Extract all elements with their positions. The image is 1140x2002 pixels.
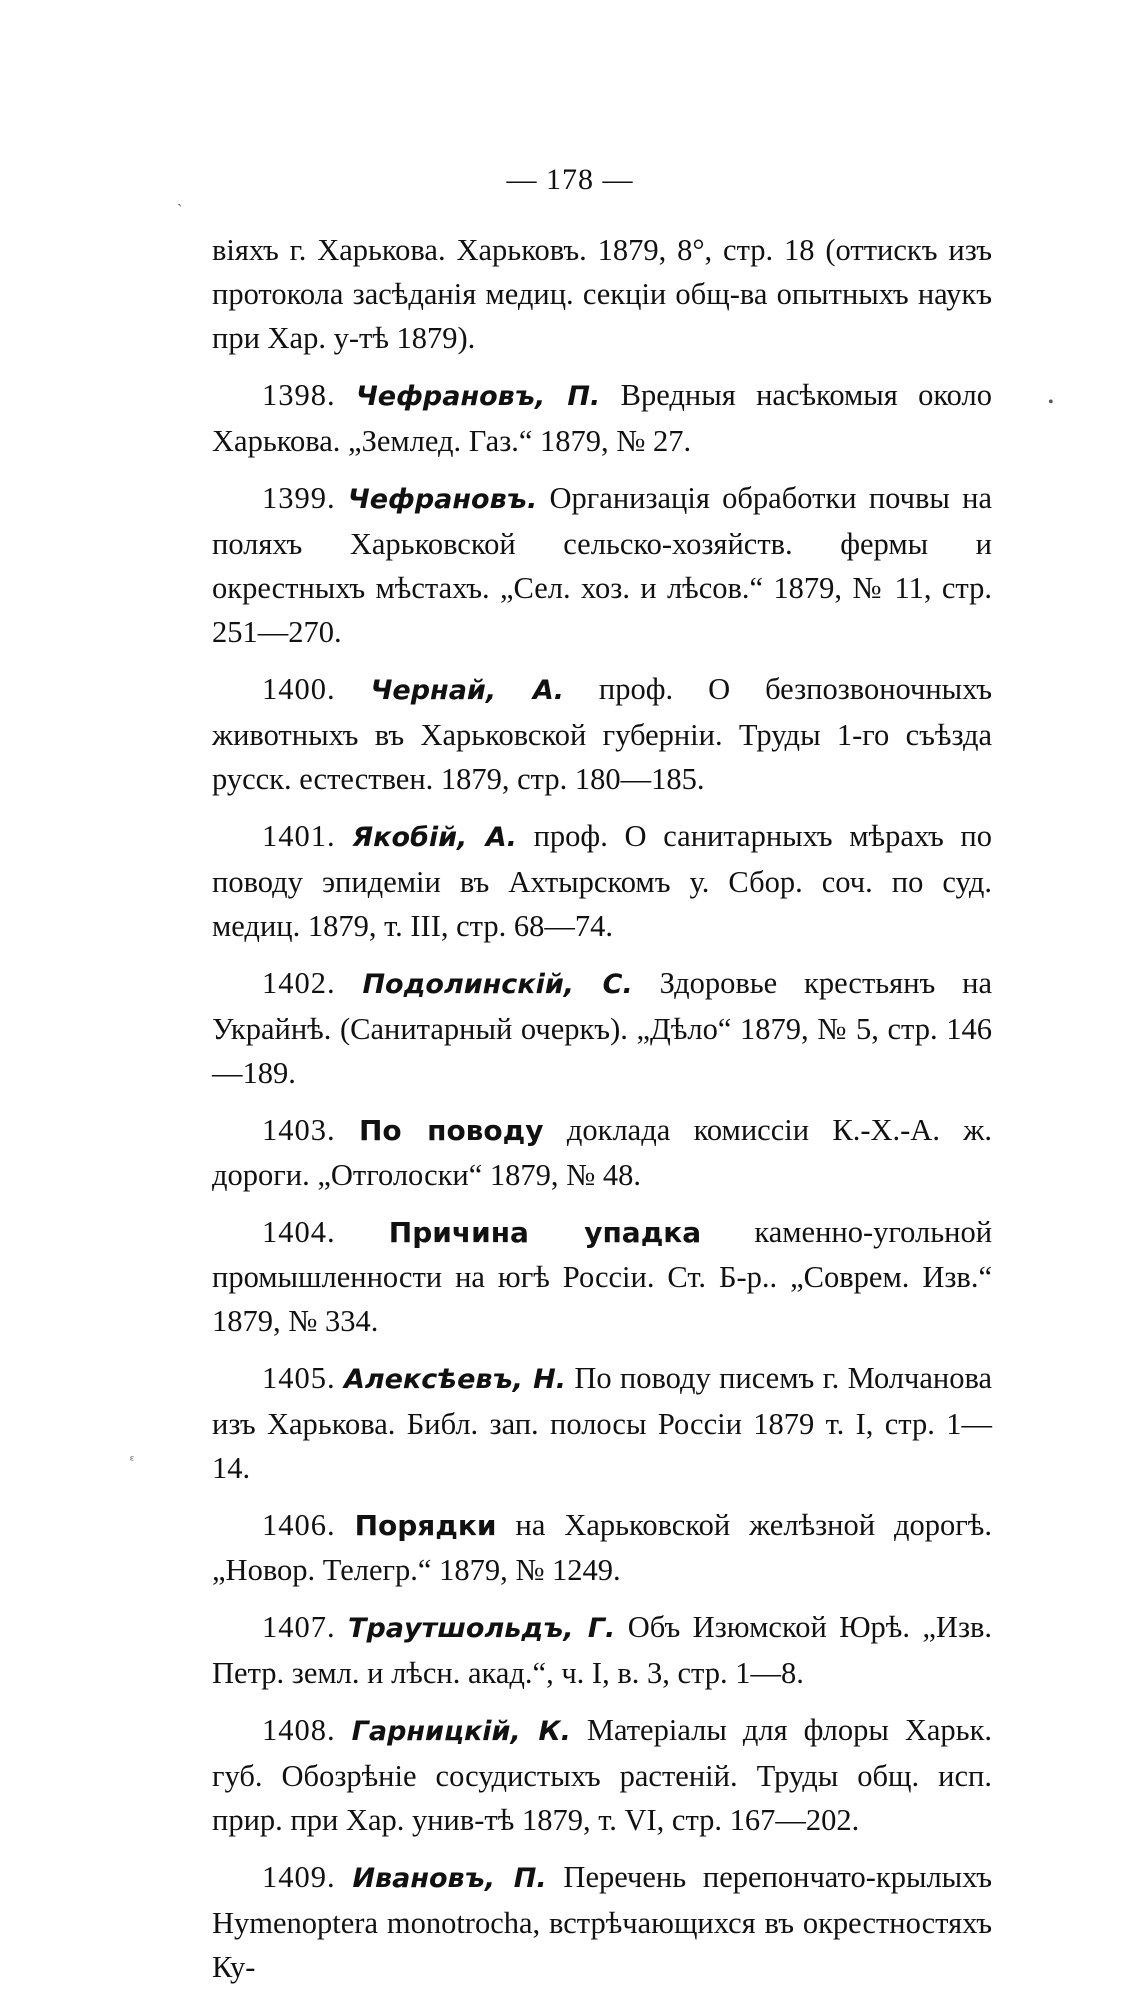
entry-text: каменно-угольной промышленности на югѣ Россіи. Ст. Б-р.. „Соврем. Изв.“ 1879, № 334.	[212, 1215, 993, 1338]
entry-text: віяхъ г. Харькова. Харьковъ. 1879, 8°, стр. 18 (оттискъ изъ протокола засѣданія медиц. секціи общ-ва опытныхъ наукъ при Хар. у-тѣ 1879).	[212, 233, 992, 355]
bibliography-entry	[212, 1503, 992, 1592]
bibliography-entry	[212, 667, 992, 801]
entry-text: Здоровье крестьянъ на Украйнѣ. (Санитарный очеркъ). „Дѣло“ 1879, № 5, стр. 146—189.	[212, 966, 992, 1090]
entry-text: проф. О безпозвоночныхъ животныхъ въ Харьковской губерніи. Труды 1-го съѣзда русск. естествен. 1879, стр. 180—185.	[212, 672, 992, 796]
entry-text: проф. О санитарныхъ мѣрахъ по поводу эпидеміи въ Ахтырскомъ у. Сбор. соч. по суд. медиц. 1879, т. III, стр. 68—74.	[212, 819, 992, 943]
bibliography-entry	[212, 1855, 992, 1989]
entry-number: 1398.	[262, 378, 336, 412]
entry-number: 1399.	[262, 481, 336, 515]
bibliography-entry	[212, 228, 992, 360]
entry-text: По поводу писемъ г. Молчанова изъ Харькова. Библ. зап. полосы Россіи 1879 т. I, стр. 1—14.	[212, 1361, 992, 1485]
entry-author: Гарницкій, К.	[351, 1716, 571, 1747]
bibliography-entry	[212, 1210, 992, 1343]
bibliography-entry	[212, 1356, 992, 1490]
page-number: — 178 —	[506, 163, 634, 196]
bibliography-entry	[212, 476, 992, 654]
entry-lead: По поводу	[358, 1114, 544, 1147]
entry-text: Перечень перепончато-крылыхъ Hymenoptera monotrocha, встрѣчающихся въ окрестностяхъ Ку-	[212, 1860, 993, 1984]
entry-author: Чефрановъ, П.	[355, 381, 601, 412]
entry-text: Вредныя насѣкомыя около Харькова. „Землед. Газ.“ 1879, № 27.	[212, 378, 992, 458]
entry-number: 1401.	[262, 819, 336, 853]
entry-text: Матеріалы для флоры Харьк. губ. Обозрѣніе сосудистыхъ растеній. Труды общ. исп. прир. при Хар. унив-тѣ 1879, т. VI, стр. 167—202.	[212, 1713, 993, 1837]
entry-number: 1402.	[262, 966, 336, 1000]
entry-number: 1406.	[262, 1508, 336, 1542]
entry-author: Чернай, А.	[370, 675, 564, 706]
bibliography-entry	[212, 373, 992, 463]
entry-author: Чефрановъ.	[347, 484, 538, 515]
bibliography-entry	[212, 1708, 992, 1842]
ink-speck-mark: •	[1048, 394, 1054, 411]
entry-lead: Порядки	[354, 1509, 497, 1542]
ink-speck-mark: ᵋ	[130, 1452, 134, 1469]
entry-number: 1404.	[262, 1215, 336, 1249]
entry-author: Траутшольдъ, Г.	[348, 1613, 616, 1644]
ink-speck-mark: ˏ	[177, 190, 183, 207]
entry-author: Якобій, А.	[352, 822, 517, 853]
entry-number: 1400.	[262, 672, 336, 706]
bibliography-entry	[212, 814, 992, 948]
entry-text: Объ Изюмской Юрѣ. „Изв. Петр. земл. и лѣсн. акад.“, ч. I, в. 3, стр. 1—8.	[212, 1610, 993, 1690]
bibliography-list	[212, 228, 992, 2002]
entry-number: 1409.	[262, 1860, 336, 1894]
entry-author: Алексѣевъ, Н.	[343, 1364, 566, 1395]
entry-lead: Причина упадка	[388, 1216, 702, 1249]
entry-author: Ивановъ, П.	[352, 1863, 547, 1894]
bibliography-entry	[212, 961, 992, 1095]
entry-number: 1407.	[262, 1610, 336, 1644]
bibliography-entry	[212, 1108, 992, 1197]
entry-author: Подолинскій, С.	[362, 969, 633, 1000]
entry-text: доклада комиссіи К.-Х.-А. ж. дороги. „Отголоски“ 1879, № 48.	[212, 1113, 992, 1192]
entry-text: Организація обработки почвы на поляхъ Харьковской сельско-хозяйств. фермы и окрестныхъ мѣстахъ. „Сел. хоз. и лѣсов.“ 1879, № 11, стр. 251—270.	[212, 481, 992, 649]
entry-number: 1403.	[262, 1113, 336, 1147]
entry-number: 1408.	[262, 1713, 336, 1747]
entry-text: на Харьковской желѣзной дорогѣ. „Новор. Телегр.“ 1879, № 1249.	[212, 1508, 992, 1587]
bibliography-entry	[212, 1605, 992, 1695]
entry-number: 1405.	[262, 1361, 336, 1395]
